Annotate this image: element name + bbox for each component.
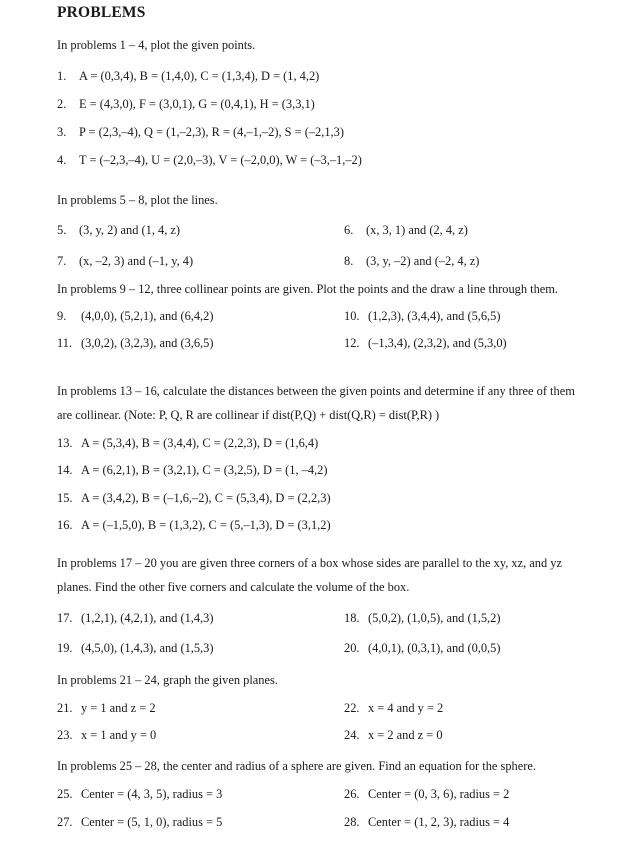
problem-number: 6.	[344, 223, 354, 237]
problem-number: 19.	[57, 641, 73, 655]
section-intro: In problems 21 – 24, graph the given planes.	[57, 673, 278, 687]
problem-number: 22.	[344, 701, 360, 715]
problem-18	[344, 611, 500, 626]
problem-number: 23.	[57, 728, 73, 742]
problem-22	[344, 701, 443, 716]
problem-text: x = 2 and z = 0	[368, 728, 443, 742]
problem-number: 1.	[57, 69, 67, 83]
problem-text: (–1,3,4), (2,3,2), and (5,3,0)	[368, 336, 507, 350]
problem-8	[344, 254, 479, 269]
problem-text: Center = (4, 3, 5), radius = 3	[81, 787, 223, 801]
problem-number: 11.	[57, 336, 73, 350]
problem-text: x = 1 and y = 0	[81, 728, 157, 742]
problem-number: 3.	[57, 125, 67, 139]
section-intro: In problems 17 – 20 you are given three corners of a box whose sides are parallel to the xy, xz, and yz	[57, 556, 562, 570]
problem-number: 25.	[57, 787, 73, 801]
problem-number: 26.	[344, 787, 360, 801]
problem-text: A = (0,3,4), B = (1,4,0), C = (1,3,4), D = (1, 4,2)	[79, 69, 320, 83]
problem-number: 24.	[344, 728, 360, 742]
problem-text: (4,0,0), (5,2,1), and (6,4,2)	[81, 309, 214, 323]
problem-text: (1,2,3), (3,4,4), and (5,6,5)	[368, 309, 501, 323]
problem-number: 27.	[57, 815, 73, 829]
problem-text: Center = (1, 2, 3), radius = 4	[368, 815, 510, 829]
problem-7	[57, 254, 193, 269]
problem-number: 8.	[344, 254, 354, 268]
problem-14	[57, 463, 328, 478]
problem-number: 28.	[344, 815, 360, 829]
problem-text: Center = (0, 3, 6), radius = 2	[368, 787, 510, 801]
problem-number: 21.	[57, 701, 73, 715]
problem-27	[57, 815, 222, 830]
problem-text: (3, y, –2) and (–2, 4, z)	[366, 254, 480, 268]
problem-11	[57, 336, 213, 351]
problem-2	[57, 97, 315, 112]
problem-text: y = 1 and z = 2	[81, 701, 156, 715]
problem-text: (4,0,1), (0,3,1), and (0,0,5)	[368, 641, 501, 655]
problem-3	[57, 125, 344, 140]
problem-number: 17.	[57, 611, 73, 625]
section-intro: In problems 5 – 8, plot the lines.	[57, 193, 218, 207]
section-intro: In problems 1 – 4, plot the given points.	[57, 38, 256, 52]
problem-17	[57, 611, 213, 626]
problem-13	[57, 436, 318, 451]
problem-text: E = (4,3,0), F = (3,0,1), G = (0,4,1), H = (3,3,1)	[79, 97, 315, 111]
problem-number: 10.	[344, 309, 360, 323]
problem-26	[344, 787, 509, 802]
problem-number: 20.	[344, 641, 360, 655]
problem-5	[57, 223, 180, 238]
problem-text: (5,0,2), (1,0,5), and (1,5,2)	[368, 611, 501, 625]
problem-number: 16.	[57, 518, 73, 532]
problem-1	[57, 69, 319, 84]
problem-number: 7.	[57, 254, 67, 268]
problem-text: Center = (5, 1, 0), radius = 5	[81, 815, 223, 829]
problem-text: (x, 3, 1) and (2, 4, z)	[366, 223, 468, 237]
problem-text: x = 4 and y = 2	[368, 701, 444, 715]
problem-text: (4,5,0), (1,4,3), and (1,5,3)	[81, 641, 214, 655]
problem-number: 13.	[57, 436, 73, 450]
problem-24	[344, 728, 443, 743]
problem-number: 12.	[344, 336, 360, 350]
problem-number: 4.	[57, 153, 67, 167]
problem-number: 2.	[57, 97, 67, 111]
problem-16	[57, 518, 331, 533]
section-intro: In problems 25 – 28, the center and radius of a sphere are given. Find an equation for the sphere.	[57, 759, 536, 773]
problem-text: (3, y, 2) and (1, 4, z)	[79, 223, 181, 237]
problem-20	[344, 641, 500, 656]
section-intro: In problems 13 – 16, calculate the distances between the given points and determine if any three of them	[57, 384, 575, 398]
problem-text: P = (2,3,–4), Q = (1,–2,3), R = (4,–1,–2), S = (–2,1,3)	[79, 125, 344, 139]
problem-text: A = (–1,5,0), B = (1,3,2), C = (5,–1,3), D = (3,1,2)	[81, 518, 331, 532]
problem-9	[57, 309, 213, 324]
problem-21	[57, 701, 156, 716]
problem-4	[57, 153, 362, 168]
problem-text: (3,0,2), (3,2,3), and (3,6,5)	[81, 336, 214, 350]
problem-text: A = (5,3,4), B = (3,4,4), C = (2,2,3), D = (1,6,4)	[81, 436, 319, 450]
problem-10	[344, 309, 500, 324]
problem-text: A = (3,4,2), B = (–1,6,–2), C = (5,3,4), D = (2,2,3)	[81, 491, 331, 505]
problem-25	[57, 787, 222, 802]
problem-number: 14.	[57, 463, 73, 477]
section-note: are collinear. (Note: P, Q, R are collinear if dist(P,Q) + dist(Q,R) = dist(P,R) )	[57, 408, 440, 422]
problem-28	[344, 815, 509, 830]
problem-19	[57, 641, 213, 656]
problem-text: (1,2,1), (4,2,1), and (1,4,3)	[81, 611, 214, 625]
problem-15	[57, 491, 331, 506]
problem-number: 15.	[57, 491, 73, 505]
problem-text: T = (–2,3,–4), U = (2,0,–3), V = (–2,0,0), W = (–3,–1,–2)	[79, 153, 362, 167]
problem-12	[344, 336, 507, 351]
problem-text: A = (6,2,1), B = (3,2,1), C = (3,2,5), D = (1, –4,2)	[81, 463, 328, 477]
problem-number: 9.	[57, 309, 67, 323]
section-intro-cont: planes. Find the other five corners and calculate the volume of the box.	[57, 580, 410, 594]
section-intro: In problems 9 – 12, three collinear points are given. Plot the points and the draw a line through them.	[57, 282, 559, 296]
problem-6	[344, 223, 468, 238]
problem-number: 5.	[57, 223, 67, 237]
problem-text: (x, –2, 3) and (–1, y, 4)	[79, 254, 194, 268]
page-title: PROBLEMS	[57, 4, 146, 21]
problem-23	[57, 728, 156, 743]
problem-number: 18.	[344, 611, 360, 625]
